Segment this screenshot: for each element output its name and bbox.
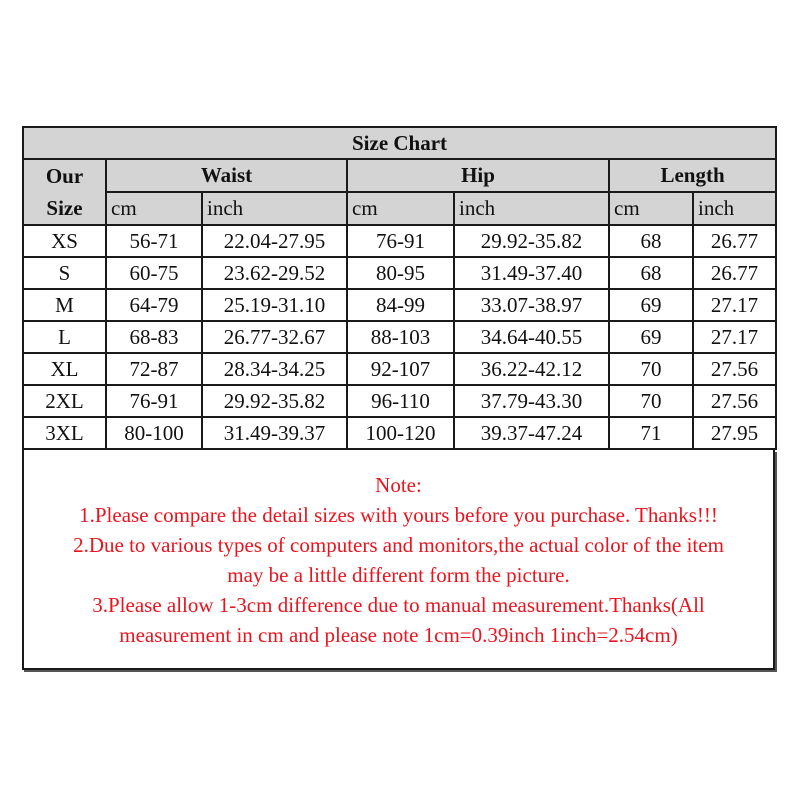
chart-title: Size Chart (23, 127, 776, 159)
table-row (23, 321, 776, 353)
our-size-header (23, 159, 106, 225)
hip-cm-cell: 76-91 (347, 225, 454, 257)
size-cell: M (23, 289, 106, 321)
note-line-2: 2.Due to various types of computers and monitors,the actual color of the item (73, 533, 724, 557)
waist-cm-cell: 80-100 (106, 417, 202, 449)
hip-header: Hip (347, 159, 609, 192)
length-cm-cell: 69 (609, 289, 693, 321)
length-inch-header: inch (693, 192, 776, 225)
table-row (23, 257, 776, 289)
size-chart (22, 126, 775, 670)
waist-inch-cell: 28.34-34.25 (202, 353, 347, 385)
note-line-1: 1.Please compare the detail sizes with yours before you purchase. Thanks!!! (79, 503, 718, 527)
hip-cm-header: cm (347, 192, 454, 225)
length-inch-cell: 27.17 (693, 289, 776, 321)
waist-inch-cell: 26.77-32.67 (202, 321, 347, 353)
length-header: Length (609, 159, 776, 192)
size-cell: 2XL (23, 385, 106, 417)
length-cm-header: cm (609, 192, 693, 225)
length-cm-cell: 70 (609, 385, 693, 417)
size-chart-table (22, 126, 777, 450)
length-cm-cell: 71 (609, 417, 693, 449)
waist-cm-cell: 68-83 (106, 321, 202, 353)
hip-inch-cell: 39.37-47.24 (454, 417, 609, 449)
waist-inch-cell: 25.19-31.10 (202, 289, 347, 321)
size-cell: 3XL (23, 417, 106, 449)
hip-cm-cell: 92-107 (347, 353, 454, 385)
waist-cm-cell: 72-87 (106, 353, 202, 385)
length-cm-cell: 69 (609, 321, 693, 353)
length-inch-cell: 27.56 (693, 353, 776, 385)
length-inch-cell: 27.95 (693, 417, 776, 449)
waist-inch-cell: 31.49-39.37 (202, 417, 347, 449)
waist-inch-cell: 29.92-35.82 (202, 385, 347, 417)
waist-inch-cell: 23.62-29.52 (202, 257, 347, 289)
waist-header: Waist (106, 159, 347, 192)
table-row (23, 353, 776, 385)
waist-cm-header: cm (106, 192, 202, 225)
hip-cm-cell: 96-110 (347, 385, 454, 417)
hip-inch-cell: 36.22-42.12 (454, 353, 609, 385)
our-size-line2: Size (46, 196, 83, 220)
length-inch-cell: 26.77 (693, 225, 776, 257)
hip-inch-cell: 33.07-38.97 (454, 289, 609, 321)
note-box (22, 450, 775, 670)
waist-inch-header: inch (202, 192, 347, 225)
length-inch-cell: 27.17 (693, 321, 776, 353)
hip-inch-cell: 29.92-35.82 (454, 225, 609, 257)
length-cm-cell: 68 (609, 225, 693, 257)
size-cell: S (23, 257, 106, 289)
table-row (23, 289, 776, 321)
waist-inch-cell: 22.04-27.95 (202, 225, 347, 257)
table-row (23, 417, 776, 449)
hip-cm-cell: 88-103 (347, 321, 454, 353)
note-heading: Note: (375, 473, 422, 497)
length-cm-cell: 68 (609, 257, 693, 289)
our-size-line1: Our (45, 164, 84, 188)
table-row (23, 385, 776, 417)
hip-inch-cell: 31.49-37.40 (454, 257, 609, 289)
hip-cm-cell: 84-99 (347, 289, 454, 321)
size-cell: L (23, 321, 106, 353)
size-cell: XL (23, 353, 106, 385)
hip-cm-cell: 80-95 (347, 257, 454, 289)
table-row (23, 225, 776, 257)
hip-inch-header: inch (454, 192, 609, 225)
size-cell: XS (23, 225, 106, 257)
note-line-4: 3.Please allow 1-3cm difference due to manual measurement.Thanks(All (92, 593, 705, 617)
hip-inch-cell: 34.64-40.55 (454, 321, 609, 353)
note-line-3: may be a little different form the picture. (227, 563, 570, 587)
length-cm-cell: 70 (609, 353, 693, 385)
hip-cm-cell: 100-120 (347, 417, 454, 449)
hip-inch-cell: 37.79-43.30 (454, 385, 609, 417)
note-line-5: measurement in cm and please note 1cm=0.39inch 1inch=2.54cm) (119, 623, 678, 647)
waist-cm-cell: 56-71 (106, 225, 202, 257)
length-inch-cell: 27.56 (693, 385, 776, 417)
waist-cm-cell: 76-91 (106, 385, 202, 417)
waist-cm-cell: 60-75 (106, 257, 202, 289)
length-inch-cell: 26.77 (693, 257, 776, 289)
waist-cm-cell: 64-79 (106, 289, 202, 321)
